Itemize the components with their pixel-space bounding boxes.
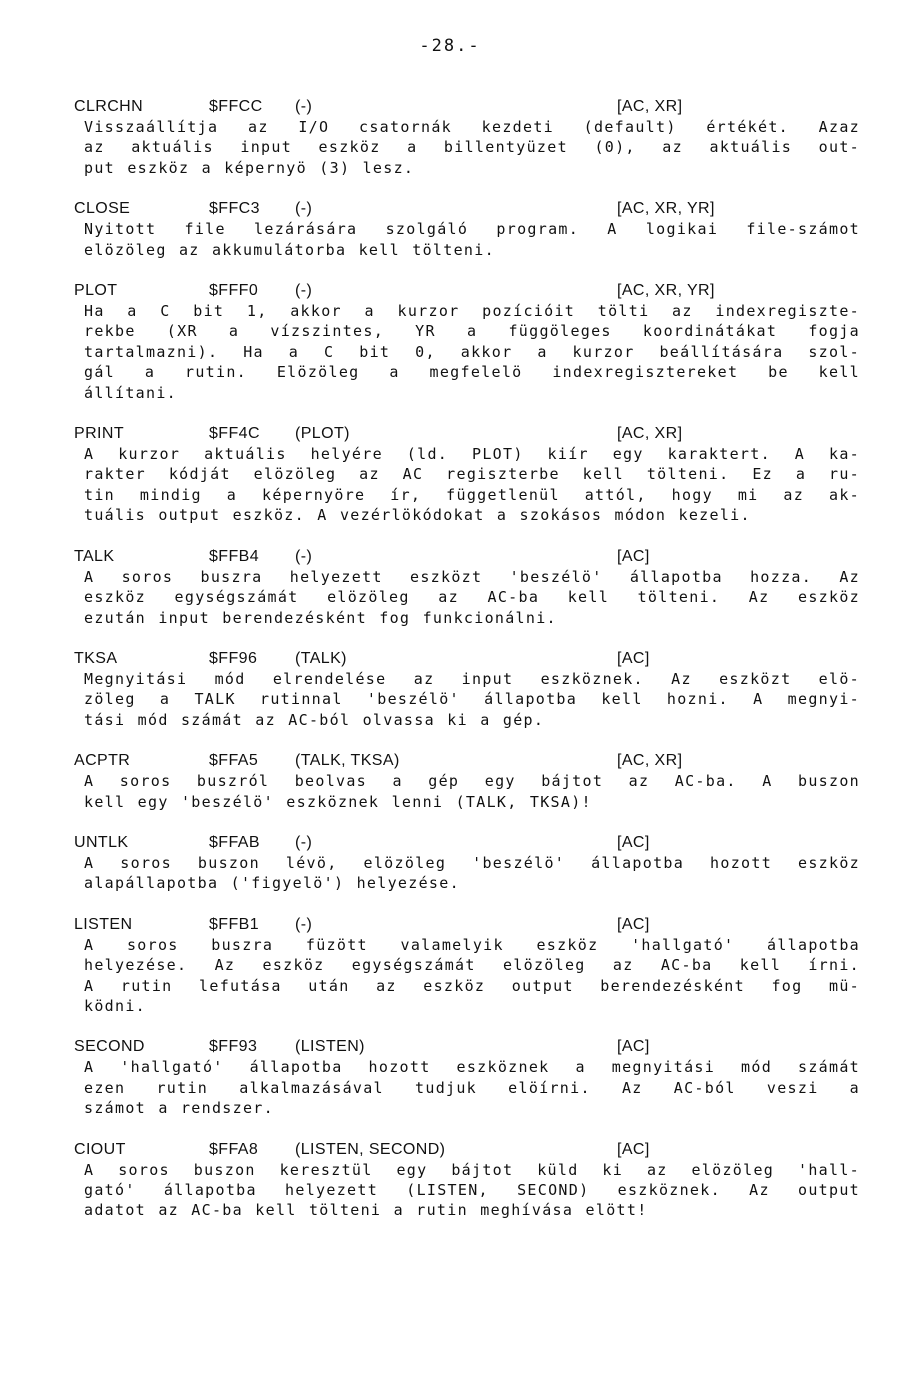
routine-header (74, 1139, 864, 1160)
routine-registers: [AC, XR] (617, 98, 683, 115)
routine-registers: [AC] (617, 1038, 650, 1056)
routine-registers: [AC] (617, 1140, 650, 1158)
description-line: tási mód számát az AC-ból olvassa ki a gép. (84, 710, 545, 729)
routine-prerequisite: (TALK) (295, 649, 347, 667)
routine-header (74, 648, 864, 669)
routine-entry (74, 1139, 864, 1221)
routine-header (74, 280, 864, 301)
routine-description (84, 219, 860, 260)
routine-registers: [AC] (617, 547, 650, 565)
routine-name: CLRCHN (74, 98, 144, 115)
routine-registers: [AC, XR, YR] (617, 200, 715, 218)
description-line: A soros buszra helyezett eszközt 'beszélö' állapotba hozza. Az (84, 567, 860, 586)
routine-prerequisite: (LISTEN) (295, 1038, 365, 1056)
routine-name: PRINT (74, 425, 124, 443)
description-line: az aktuális input eszköz a billentyüzet (0), az aktuális out- (84, 138, 860, 157)
routine-address: $FFA8 (209, 1140, 259, 1158)
description-line: A soros buszra füzött valamelyik eszköz 'hallgató' állapotba (84, 935, 860, 954)
description-line: zöleg a TALK rutinnal 'beszélö' állapotba kell hozni. A megnyi- (84, 690, 860, 709)
routine-prerequisite: (-) (295, 833, 313, 851)
routine-description (84, 1160, 860, 1221)
routine-name: LISTEN (74, 915, 133, 933)
description-line: eszköz egységszámát elözöleg az AC-ba kell tölteni. Az eszköz (84, 588, 860, 607)
routine-address: $FFF0 (209, 282, 259, 300)
routine-address: $FFC3 (209, 200, 260, 218)
routine-prerequisite: (-) (295, 200, 313, 218)
routine-entry (74, 96, 864, 178)
routine-name: TKSA (74, 649, 118, 667)
description-line: ezen rutin alkalmazásával tudjuk elöírni. Az AC-ból veszi a (84, 1078, 860, 1097)
routine-name: PLOT (74, 282, 118, 300)
routine-description (84, 853, 860, 894)
routine-address: $FFAB (209, 833, 260, 851)
routine-description (84, 301, 860, 403)
routine-name: SECOND (74, 1038, 145, 1056)
routine-address: $FFB4 (209, 547, 260, 565)
description-line: rakter kódját elözöleg az AC regiszterbe kell tölteni. Ez a ru- (84, 465, 860, 484)
routine-prerequisite: (-) (295, 915, 313, 933)
routine-name: CIOUT (74, 1140, 126, 1158)
routine-registers: [AC, XR, YR] (617, 282, 715, 300)
routine-registers: [AC, XR] (617, 425, 683, 443)
routine-description (84, 771, 860, 812)
description-line: elözöleg az akkumulátorba kell tölteni. (84, 240, 495, 259)
routine-entry (74, 750, 864, 812)
description-line: A rutin lefutása után az eszköz output berendezésként fog mü- (84, 976, 860, 995)
description-line: gál a rutin. Elözöleg a megfelelö indexregisztereket be kell (84, 363, 860, 382)
routine-entry (74, 280, 864, 403)
routine-description (84, 117, 860, 178)
routine-prerequisite: (-) (295, 282, 313, 300)
routine-entry (74, 832, 864, 894)
description-line: put eszköz a képernyö (3) lesz. (84, 158, 415, 177)
routine-entry (74, 546, 864, 628)
routine-header (74, 832, 864, 853)
description-line: A soros buszon keresztül egy bájtot küld ki az elözöleg 'hall- (84, 1160, 860, 1179)
routine-entry (74, 198, 864, 260)
description-line: A 'hallgató' állapotba hozott eszköznek a megnyitási mód számát (84, 1058, 860, 1077)
routine-name: TALK (74, 547, 115, 565)
routine-prerequisite: (TALK, TKSA) (295, 752, 400, 770)
routine-name: CLOSE (74, 200, 131, 218)
description-line: ködni. (84, 996, 146, 1015)
routine-address: $FFA5 (209, 752, 259, 770)
description-line: kell egy 'beszélö' eszköznek lenni (TALK, TKSA)! (84, 792, 592, 811)
routine-prerequisite: (PLOT) (295, 425, 350, 443)
routine-header (74, 546, 864, 567)
routine-address: $FFCC (209, 98, 263, 115)
routine-address: $FF96 (209, 649, 258, 667)
description-line: A soros buszon lévö, elözöleg 'beszélö' állapotba hozott eszköz (84, 853, 860, 872)
routine-header (74, 1036, 864, 1057)
routine-address: $FF4C (209, 425, 260, 443)
description-line: helyezése. Az eszköz egységszámát elözöleg az AC-ba kell írni. (84, 956, 860, 975)
routine-header (74, 96, 864, 117)
description-line: tartalmazni). Ha a C bit 0, akkor a kurzor beállítására szol- (84, 342, 860, 361)
description-line: A kurzor aktuális helyére (ld. PLOT) kiír egy karaktert. A ka- (84, 445, 860, 464)
routine-entry (74, 648, 864, 730)
page-number: -28.- (419, 36, 481, 56)
description-line: adatot az AC-ba kell tölteni a rutin meghívása elött! (84, 1201, 648, 1220)
routine-description (84, 935, 860, 1017)
description-line: tuális output eszköz. A vezérlökódokat a szokásos módon kezeli. (84, 506, 751, 525)
routine-description (84, 1057, 860, 1118)
description-line: A soros buszról beolvas a gép egy bájtot az AC-ba. A buszon (84, 772, 860, 791)
routine-registers: [AC] (617, 833, 650, 851)
description-line: gató' állapotba helyezett (LISTEN, SECOND) eszköznek. Az output (84, 1181, 860, 1199)
description-line: számot a rendszer. (84, 1099, 274, 1118)
description-line: állítani. (84, 383, 177, 402)
description-line: ezután input berendezésként fog funkcionálni. (84, 608, 557, 627)
routine-entry (74, 1036, 864, 1118)
description-line: Megnyitási mód elrendelése az input eszköznek. Az eszközt elö- (84, 669, 860, 688)
routine-list (74, 96, 864, 1241)
description-line: tin mindig a képernyöre ír, függetlenül attól, hogy mi az ak- (84, 485, 860, 504)
description-line: Nyitott file lezárására szolgáló program. A logikai file-számot (84, 220, 860, 239)
routine-description (84, 669, 860, 730)
routine-header (74, 198, 864, 219)
routine-description (84, 567, 860, 628)
description-line: rekbe (XR a vízszintes, YR a függöleges koordinátákat fogja (84, 322, 860, 341)
routine-address: $FF93 (209, 1038, 258, 1056)
routine-registers: [AC] (617, 915, 650, 933)
routine-registers: [AC] (617, 649, 650, 667)
routine-name: UNTLK (74, 833, 129, 851)
routine-header (74, 423, 864, 444)
routine-header (74, 750, 864, 771)
routine-prerequisite: (-) (295, 547, 313, 565)
routine-prerequisite: (-) (295, 98, 313, 115)
routine-entry (74, 914, 864, 1017)
routine-name: ACPTR (74, 752, 131, 770)
description-line: alapállapotba ('figyelö') helyezése. (84, 874, 460, 893)
routine-header (74, 914, 864, 935)
description-line: Visszaállítja az I/O csatornák kezdeti (default) értékét. Azaz (84, 118, 860, 136)
routine-address: $FFB1 (209, 915, 260, 933)
description-line: Ha a C bit 1, akkor a kurzor pozícióit tölti az indexregiszte- (84, 302, 860, 321)
routine-description (84, 444, 860, 526)
routine-prerequisite: (LISTEN, SECOND) (295, 1140, 446, 1158)
routine-registers: [AC, XR] (617, 752, 683, 770)
routine-entry (74, 423, 864, 526)
